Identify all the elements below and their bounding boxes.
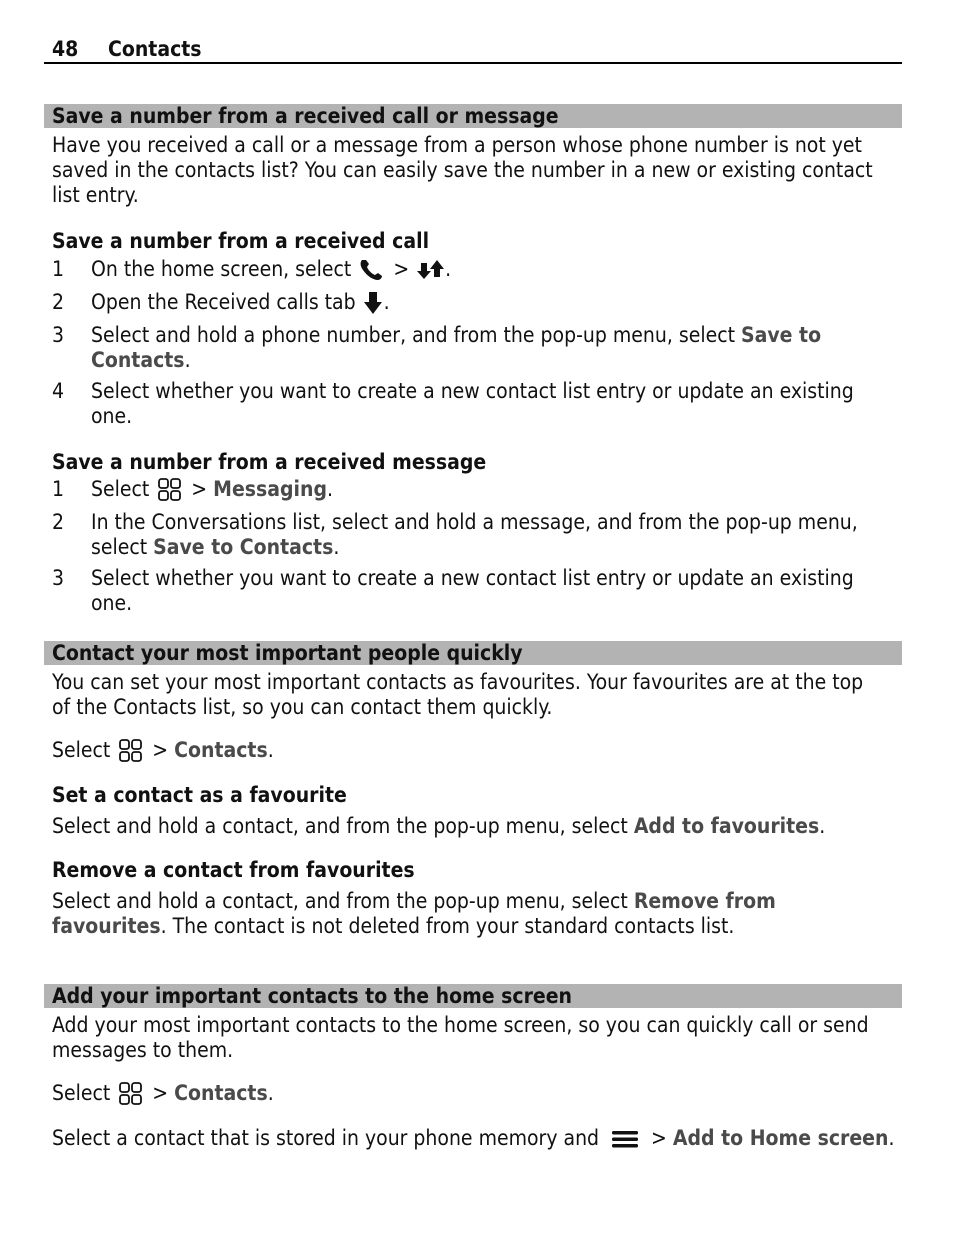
step-text: one. <box>91 404 133 428</box>
menu-item-contacts: Contacts <box>174 1081 268 1105</box>
step-number: 3 <box>52 323 65 347</box>
options-icon <box>605 1126 645 1152</box>
instruction-text: Select and hold a contact, and from the pop-up menu, select <box>52 889 634 913</box>
intro-line: Add your most important contacts to the home screen, so you can quickly call or send <box>52 1013 869 1037</box>
step-text: Select whether you want to create a new contact list entry or update an existing <box>91 379 854 403</box>
instruction-text: > <box>146 738 175 762</box>
instruction-text: Select and hold a contact, and from the pop-up menu, select <box>52 814 634 838</box>
add-to-home-line <box>52 1126 902 1154</box>
instruction-text: . <box>888 1126 895 1150</box>
menu-item-save-to-contacts: Contacts <box>91 348 185 372</box>
subheading-remove-favourite: Remove a contact from favourites <box>52 858 415 882</box>
step-number: 2 <box>52 290 65 314</box>
subheading-received-message: Save a number from a received message <box>52 450 487 474</box>
step-number: 4 <box>52 379 65 403</box>
call-step-1 <box>52 257 902 285</box>
message-step-1 <box>52 477 902 505</box>
step-number: 2 <box>52 510 65 534</box>
step-text: Select <box>91 477 150 501</box>
call-step-2 <box>52 290 902 318</box>
instruction-text: Select <box>52 1081 111 1105</box>
call-step-4 <box>52 379 902 431</box>
intro-line: messages to them. <box>52 1038 234 1062</box>
step-text: > <box>387 257 410 281</box>
page-title: Contacts <box>108 37 202 61</box>
intro-line: You can set your most important contacts as favourites. Your favourites are at the top <box>52 670 864 694</box>
menu-apps-icon <box>116 738 146 764</box>
intro-line: list entry. <box>52 183 139 207</box>
step-text: . <box>184 348 191 372</box>
section-heading-save-number: Save a number from a received call or message <box>44 104 902 128</box>
page-header <box>44 36 902 64</box>
instruction-text: > <box>645 1126 673 1150</box>
step-text: . <box>445 257 452 281</box>
step-text: Select whether you want to create a new contact list entry or update an existing <box>91 566 854 590</box>
phone-icon <box>357 257 387 283</box>
step-text: In the Conversations list, select and hold a message, and from the pop-up menu, <box>91 510 858 534</box>
menu-apps-icon <box>155 477 185 503</box>
message-step-2 <box>52 510 902 562</box>
step-text: select <box>91 535 154 559</box>
subheading-set-favourite: Set a contact as a favourite <box>52 783 347 807</box>
select-contacts-line-2 <box>52 1081 902 1109</box>
step-text: Open the Received calls tab <box>91 290 356 314</box>
menu-item-contacts: Contacts <box>174 738 268 762</box>
section-heading-contact-quickly: Contact your most important people quickly <box>44 641 902 665</box>
received-calls-icon <box>362 290 384 316</box>
section1-intro <box>52 133 902 208</box>
step-text: Select and hold a phone number, and from the pop-up menu, select <box>91 323 741 347</box>
instruction-text: . <box>267 1081 274 1105</box>
select-contacts-line <box>52 738 902 766</box>
menu-item-messaging: Messaging <box>213 477 327 501</box>
call-log-icon <box>415 257 445 283</box>
menu-item-save-to-contacts: Save to <box>741 323 822 347</box>
menu-item-remove-from-favourites: Remove from <box>633 889 776 913</box>
step-number: 3 <box>52 566 65 590</box>
section3-intro <box>52 1013 902 1063</box>
menu-item-add-to-home-screen: Add to Home screen <box>672 1126 889 1150</box>
intro-line: of the Contacts list, so you can contact them quickly. <box>52 695 553 719</box>
menu-item-save-to-contacts: Save to Contacts <box>153 535 334 559</box>
menu-item-remove-from-favourites: favourites <box>52 914 161 938</box>
instruction-text: . <box>267 738 274 762</box>
intro-line: saved in the contacts list? You can easily save the number in a new or existing contact <box>52 158 873 182</box>
step-text: . <box>326 477 333 501</box>
step-text: > <box>185 477 214 501</box>
page-number: 48 <box>52 37 79 61</box>
remove-favourite-text <box>52 889 902 939</box>
step-text: On the home screen, select <box>91 257 352 281</box>
message-step-3 <box>52 566 902 618</box>
instruction-text: Select <box>52 738 111 762</box>
step-number: 1 <box>52 257 65 281</box>
instruction-text: > <box>146 1081 175 1105</box>
step-text: . <box>333 535 340 559</box>
subheading-received-call: Save a number from a received call <box>52 229 430 253</box>
instruction-text: . <box>819 814 826 838</box>
section2-intro <box>52 670 902 720</box>
call-step-3 <box>52 323 902 375</box>
intro-line: Have you received a call or a message from a person whose phone number is not yet <box>52 133 862 157</box>
menu-apps-icon <box>116 1081 146 1107</box>
step-text: one. <box>91 591 133 615</box>
step-number: 1 <box>52 477 65 501</box>
instruction-text: Select a contact that is stored in your phone memory and <box>52 1126 600 1150</box>
set-favourite-text <box>52 814 902 839</box>
step-text: . <box>383 290 390 314</box>
instruction-text: . The contact is not deleted from your standard contacts list. <box>160 914 735 938</box>
section-heading-home-screen: Add your important contacts to the home screen <box>44 984 902 1008</box>
menu-item-add-to-favourites: Add to favourites <box>633 814 820 838</box>
